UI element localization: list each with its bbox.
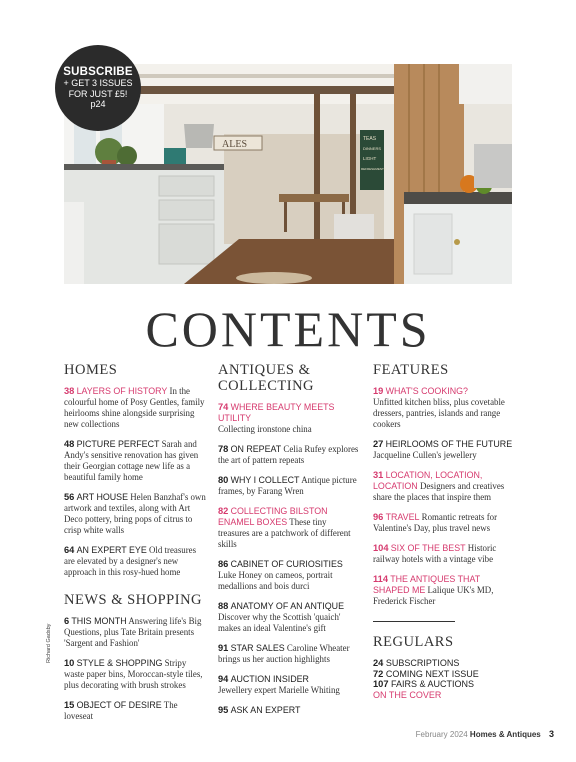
- item-page-number: 24: [373, 658, 384, 668]
- contents-item[interactable]: [373, 512, 515, 534]
- magazine-name: Homes & Antiques: [469, 730, 541, 739]
- badge-price: FOR JUST £5!: [68, 88, 128, 99]
- item-headline: LOCATION, LOCATION, LOCATION: [373, 470, 483, 491]
- badge-page: p24: [90, 99, 106, 110]
- item-page-number: 10: [64, 658, 75, 668]
- item-headline: AUCTION INSIDER: [230, 674, 309, 684]
- item-headline: THIS MONTH: [71, 616, 127, 626]
- item-headline: STYLE & SHOPPING: [76, 658, 163, 668]
- contents-item[interactable]: [373, 543, 515, 565]
- item-headline: WHAT'S COOKING?: [385, 386, 468, 396]
- section-heading-homes: HOMES: [64, 362, 118, 378]
- item-description: Luke Honey on cameos, portrait medallions and bois durci: [218, 570, 333, 591]
- item-headline: ON THE COVER: [373, 689, 442, 700]
- contents-item[interactable]: [218, 402, 360, 435]
- contents-item[interactable]: [64, 658, 206, 691]
- page-number: 3: [548, 729, 554, 739]
- board-line-3: LIGHT: [363, 156, 377, 161]
- badge-subscribe: SUBSCRIBE: [63, 66, 133, 79]
- item-description: Historic railway hotels with a vintage vibe: [373, 543, 497, 564]
- item-page-number: 88: [218, 601, 229, 611]
- item-description: Answering life's Big Questions, plus Tate Britain presents 'Sargent and Fashion': [64, 616, 202, 648]
- contents-item[interactable]: [373, 574, 515, 607]
- item-description: These tiny treasures are a patchwork of different skills: [218, 517, 351, 549]
- item-headline: TRAVEL: [385, 512, 420, 522]
- contents-item[interactable]: [218, 643, 360, 665]
- contents-item[interactable]: [64, 616, 206, 649]
- item-description: Unfitted kitchen bliss, plus covetable dressers, pantries, islands and range cookers: [373, 397, 505, 429]
- item-headline: PICTURE PERFECT: [76, 439, 160, 449]
- item-description: Sarah and Andy's sensitive renovation has given their Georgian cottage new life as a beautiful family home: [64, 439, 199, 482]
- item-headline: CABINET OF CURIOSITIES: [230, 559, 343, 569]
- board-line-4: REFRESHMENTS: [361, 167, 386, 171]
- regular-item[interactable]: [373, 669, 515, 680]
- item-description: Collecting ironstone china: [218, 424, 312, 434]
- item-headline: AN EXPERT EYE: [76, 545, 147, 555]
- item-description: Old treasures are elevated by a designer's new approach in this rosy-hued home: [64, 545, 197, 577]
- item-headline: ON REPEAT: [230, 444, 282, 454]
- item-headline: COMING NEXT ISSUE: [385, 668, 479, 679]
- item-page-number: 114: [373, 574, 388, 584]
- item-description: Celia Rufey explores the art of pattern repeats: [218, 444, 359, 465]
- item-page-number: 107: [373, 679, 389, 689]
- column-features-regulars: [373, 362, 515, 700]
- regular-item[interactable]: [373, 679, 515, 690]
- item-page-number: 80: [218, 475, 229, 485]
- contents-item[interactable]: [64, 545, 206, 578]
- item-headline: FAIRS & AUCTIONS: [391, 679, 475, 689]
- item-headline: OBJECT OF DESIRE: [76, 700, 162, 710]
- contents-item[interactable]: [64, 439, 206, 483]
- item-description: Antique picture frames, by Farang Wren: [218, 475, 357, 496]
- contents-item[interactable]: [64, 386, 206, 430]
- item-description: Caroline Wheater brings us her auction highlights: [218, 643, 350, 664]
- item-headline: ANATOMY OF AN ANTIQUE: [230, 601, 344, 611]
- item-headline: HEIRLOOMS OF THE FUTURE: [385, 439, 513, 449]
- subscribe-badge[interactable]: [55, 45, 141, 131]
- page-footer: [416, 729, 554, 739]
- item-page-number: 64: [64, 545, 75, 555]
- item-page-number: 96: [373, 512, 384, 522]
- regular-item[interactable]: [373, 690, 515, 701]
- board-line-1: TEAS: [363, 136, 377, 142]
- item-headline: STAR SALES: [230, 643, 285, 653]
- section-divider: [373, 621, 455, 622]
- item-description: Stripy waste paper bins, Moroccan-style tiles, plus decorating with brush strokes: [64, 658, 203, 690]
- item-headline: THE ANTIQUES THAT SHAPED ME: [373, 574, 480, 595]
- column-antiques: [218, 362, 360, 725]
- item-page-number: 56: [64, 492, 75, 502]
- item-description: The loveseat: [64, 700, 178, 721]
- contents-item[interactable]: [218, 475, 360, 497]
- item-page-number: 19: [373, 386, 384, 396]
- antiques-heading-line2: COLLECTING: [218, 378, 315, 394]
- item-page-number: 74: [218, 402, 229, 412]
- item-headline: WHERE BEAUTY MEETS UTILITY: [218, 402, 335, 423]
- contents-item[interactable]: [373, 386, 515, 430]
- section-heading-antiques: [218, 362, 360, 394]
- ales-sign: ALES: [222, 139, 247, 150]
- column-homes-news: [64, 362, 206, 731]
- item-headline: COLLECTING BILSTON ENAMEL BOXES: [218, 506, 328, 527]
- item-headline: SIX OF THE BEST: [390, 543, 466, 553]
- item-page-number: 82: [218, 506, 229, 516]
- item-headline: SUBSCRIPTIONS: [385, 658, 460, 668]
- antiques-heading-line1: ANTIQUES &: [218, 362, 311, 378]
- issue-date: February 2024: [415, 730, 468, 739]
- item-page-number: 104: [373, 543, 389, 553]
- regular-item[interactable]: [373, 658, 515, 669]
- item-page-number: 78: [218, 444, 229, 454]
- item-page-number: 15: [64, 700, 75, 710]
- board-line-2: DINNERS: [363, 146, 382, 151]
- item-page-number: 48: [64, 439, 75, 449]
- item-description: Designers and creatives share the places that inspire them: [373, 481, 505, 502]
- item-description: Romantic retreats for Valentine's Day, plus travel news: [373, 512, 498, 533]
- item-page-number: 6: [64, 616, 70, 626]
- photo-credit: Richard Gadsby: [46, 623, 52, 663]
- item-headline: ART HOUSE: [76, 492, 129, 502]
- contents-item[interactable]: [218, 705, 360, 716]
- item-page-number: 72: [373, 668, 384, 679]
- item-headline: WHY I COLLECT: [230, 475, 300, 485]
- contents-item[interactable]: [218, 674, 360, 696]
- item-page-number: 94: [218, 674, 229, 684]
- item-headline: LAYERS OF HISTORY: [76, 386, 168, 396]
- item-description: In the colourful home of Posy Gentles, family heirlooms shine alongside surprising new collections: [64, 386, 205, 429]
- item-page-number: 27: [373, 439, 384, 449]
- badge-offer: + GET 3 ISSUES: [63, 78, 133, 89]
- contents-item[interactable]: [64, 492, 206, 536]
- section-heading-regulars: REGULARS: [373, 634, 454, 650]
- item-description: Lalique UK's MD, Frederick Fischer: [373, 585, 494, 606]
- section-heading-features: FEATURES: [373, 362, 449, 378]
- item-description: Jacqueline Cullen's jewellery: [373, 450, 477, 460]
- item-description: Discover why the Scottish 'quaich' makes an ideal Valentine's gift: [218, 612, 341, 633]
- item-page-number: 86: [218, 559, 229, 569]
- contents-item[interactable]: [218, 601, 360, 634]
- page-title: CONTENTS: [145, 301, 431, 357]
- section-heading-news: NEWS & SHOPPING: [64, 592, 203, 608]
- item-page-number: 38: [64, 386, 75, 396]
- item-page-number: 31: [373, 470, 384, 480]
- contents-item[interactable]: [373, 470, 515, 503]
- contents-item[interactable]: [218, 444, 360, 466]
- contents-item[interactable]: [218, 559, 360, 592]
- contents-item[interactable]: [218, 506, 360, 550]
- item-page-number: 91: [218, 643, 229, 653]
- item-page-number: 95: [218, 705, 229, 715]
- contents-item[interactable]: [64, 700, 206, 722]
- item-description: Helen Banzhaf's own artwork and textiles, along with Art Deco pottery, bring pops of citrus to crisp white walls: [64, 492, 206, 535]
- item-description: Jewellery expert Marielle Whiting: [218, 685, 340, 695]
- contents-item[interactable]: [373, 439, 515, 461]
- item-headline: ASK AN EXPERT: [230, 705, 301, 715]
